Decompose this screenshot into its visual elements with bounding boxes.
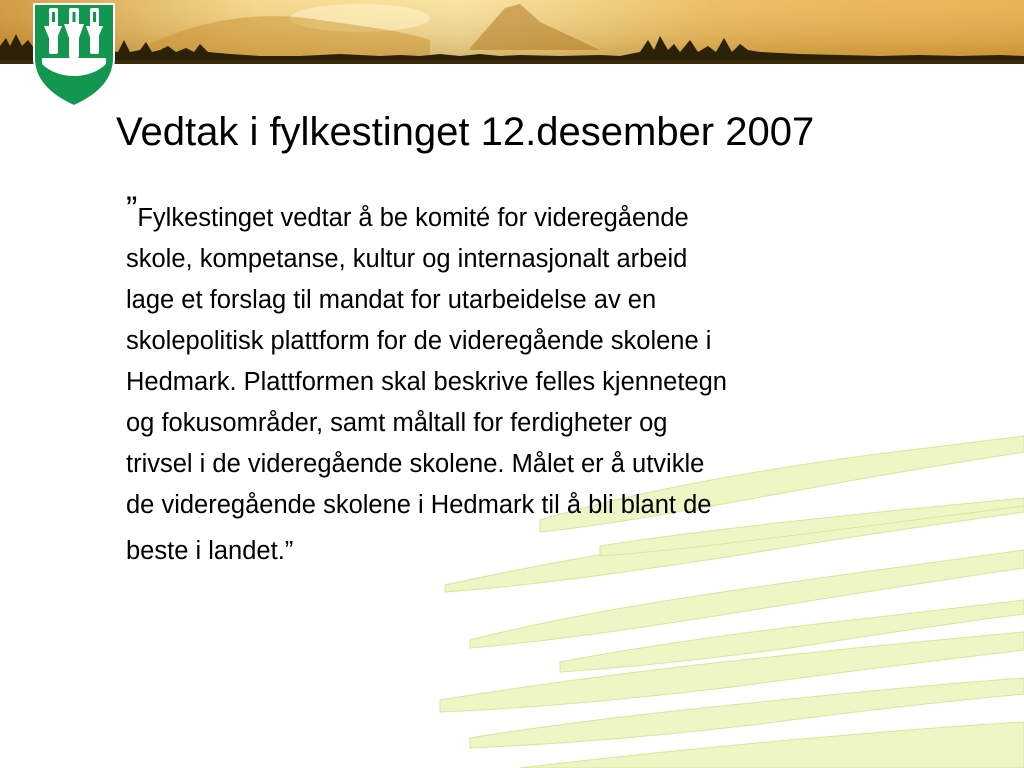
quote-line-8: de videregående skolene i Hedmark til å bli blant de <box>126 491 712 519</box>
quote-open-mark: ” <box>126 190 138 228</box>
quote-line-1 <box>126 190 946 239</box>
quote-line-7: trivsel i de videregående skolene. Målet er å utvikle <box>126 450 705 478</box>
quote-line-4: skolepolitisk plattform for de videregående skolene i <box>126 327 712 355</box>
coat-of-arms-logo <box>32 2 116 106</box>
slide-title: Vedtak i fylkestinget 12.desember 2007 <box>116 110 815 154</box>
quote-line-2: skole, kompetanse, kultur og internasjonalt arbeid <box>126 245 688 273</box>
quote-line-9: beste i landet.” <box>126 537 294 565</box>
banner-ground <box>0 60 1024 64</box>
quote-line-1-text: Fylkestinget vedtar å be komité for videregående <box>137 204 689 232</box>
header-banner <box>0 0 1024 64</box>
resolution-quote <box>126 190 946 572</box>
quote-line-5: Hedmark. Plattformen skal beskrive felles kjennetegn <box>126 368 727 396</box>
quote-line-6: og fokusområder, samt måltall for ferdigheter og <box>126 409 668 437</box>
quote-line-3: lage et forslag til mandat for utarbeidelse av en <box>126 286 657 314</box>
